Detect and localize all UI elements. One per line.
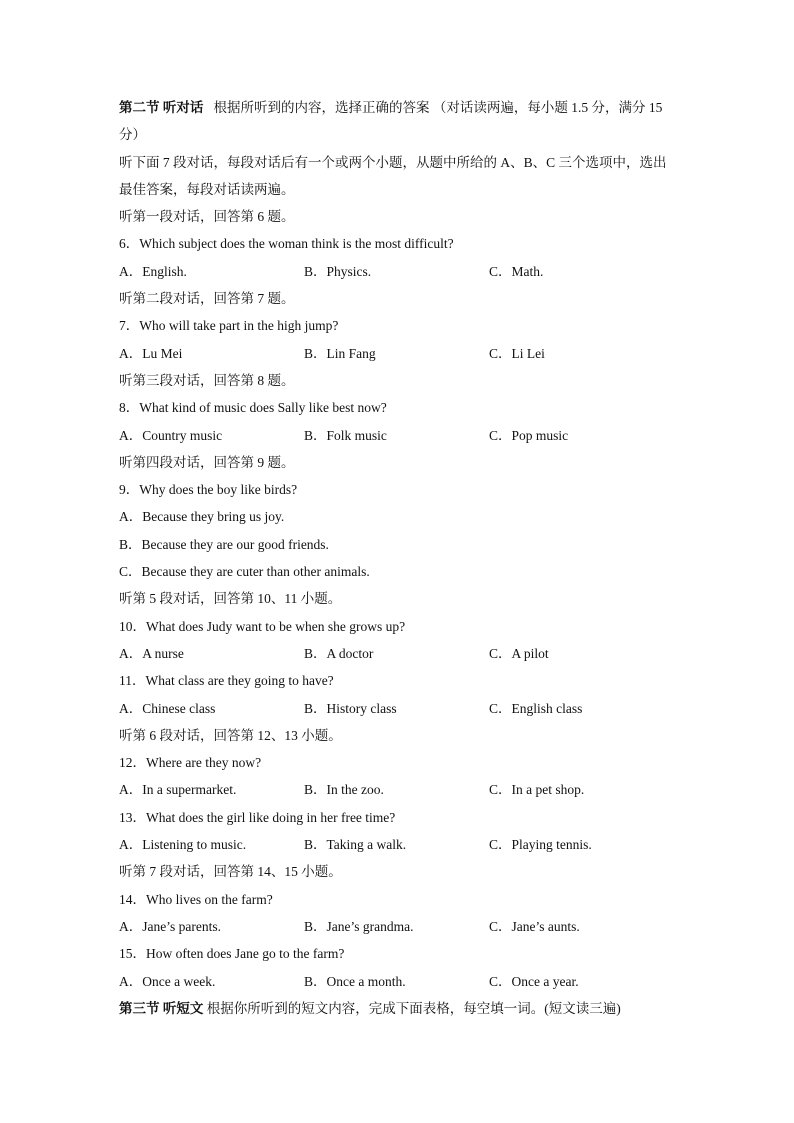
answer-option: A．In a supermarket. xyxy=(119,782,237,798)
dialog-intro: 听第四段对话，回答第 9 题。 xyxy=(119,454,295,470)
question-stem: 8．What kind of music does Sally like best now? xyxy=(119,400,387,416)
question-stem: 11．What class are they going to have? xyxy=(119,673,334,689)
options-row xyxy=(119,258,679,285)
question-stem: 10．What does Judy want to be when she grows up? xyxy=(119,618,406,634)
answer-option: A．A nurse xyxy=(119,645,184,661)
options-row xyxy=(119,913,679,940)
answer-option: B．In the zoo. xyxy=(304,782,384,798)
options-row xyxy=(119,422,679,449)
answer-option: A．Because they bring us joy. xyxy=(119,509,285,525)
question-stem: 6．Which subject does the woman think is the most difficult? xyxy=(119,236,454,252)
section2-heading: 第二节 听对话 xyxy=(119,100,204,115)
question-stem: 15．How often does Jane go to the farm? xyxy=(119,946,345,962)
options-row xyxy=(119,776,679,803)
dialog-intro: 听第二段对话，回答第 7 题。 xyxy=(119,291,295,307)
options-row xyxy=(119,695,679,722)
options-row xyxy=(119,968,679,995)
dialog-intro: 听第一段对话，回答第 6 题。 xyxy=(119,209,295,225)
section2-directions: 听下面 7 段对话，每段对话后有一个或两个小题，从题中所给的 A、B、C 三个选项中，选出最佳答案，每段对话读两遍。 xyxy=(119,154,667,197)
options-row xyxy=(119,831,679,858)
section3-instruction: 根据你所听到的短文内容，完成下面表格，每空填一词。(短文读三遍) xyxy=(206,1000,621,1016)
answer-option: B．Folk music xyxy=(304,427,387,443)
answer-option: B．Lin Fang xyxy=(304,345,376,361)
question-stem: 14．Who lives on the farm? xyxy=(119,891,273,907)
answer-option: A．Once a week. xyxy=(119,973,216,989)
question-stem: 7．Who will take part in the high jump? xyxy=(119,318,339,334)
answer-option: C．Math. xyxy=(489,263,544,279)
answer-option: C．Playing tennis. xyxy=(489,837,592,853)
answer-option: B．Physics. xyxy=(304,263,372,279)
answer-option: A．Lu Mei xyxy=(119,345,183,361)
answer-option: A．Chinese class xyxy=(119,700,216,716)
answer-option: A．English. xyxy=(119,263,187,279)
answer-option: C．A pilot xyxy=(489,645,549,661)
question-stem: 12．Where are they now? xyxy=(119,755,262,771)
dialog-intro: 听第 7 段对话，回答第 14、15 小题。 xyxy=(119,864,342,880)
answer-option: C．English class xyxy=(489,700,583,716)
answer-option: C．Li Lei xyxy=(489,345,545,361)
answer-option: A．Country music xyxy=(119,427,223,443)
answer-option: B．Jane’s grandma. xyxy=(304,918,414,934)
answer-option: C．Jane’s aunts. xyxy=(489,918,580,934)
listening-section xyxy=(119,94,679,1022)
section2-instruction: 根据所听到的内容，选择正确的答案 （对话读两遍，每小题 1.5 分，满分 15 分） xyxy=(119,100,663,143)
dialog-intro: 听第 6 段对话，回答第 12、13 小题。 xyxy=(119,727,342,743)
question-stem: 13．What does the girl like doing in her free time? xyxy=(119,809,396,825)
options-row xyxy=(119,640,679,667)
answer-option: C．Because they are cuter than other animals. xyxy=(119,564,370,580)
answer-option: A．Listening to music. xyxy=(119,837,247,853)
section3-header xyxy=(119,995,679,1022)
dialog-intro: 听第三段对话，回答第 8 题。 xyxy=(119,372,295,388)
answer-option: C．Once a year. xyxy=(489,973,579,989)
answer-option: B．Once a month. xyxy=(304,973,406,989)
answer-option: B．Taking a walk. xyxy=(304,837,407,853)
options-row xyxy=(119,340,679,367)
question-stem: 9．Why does the boy like birds? xyxy=(119,482,298,498)
answer-option: B．Because they are our good friends. xyxy=(119,536,329,552)
answer-option: C．Pop music xyxy=(489,427,569,443)
section2-header xyxy=(119,94,679,149)
answer-option: C．In a pet shop. xyxy=(489,782,585,798)
section3-heading: 第三节 听短文 xyxy=(119,1000,204,1016)
answer-option: B．History class xyxy=(304,700,397,716)
answer-option: B．A doctor xyxy=(304,645,374,661)
dialog-intro: 听第 5 段对话，回答第 10、11 小题。 xyxy=(119,591,342,607)
answer-option: A．Jane’s parents. xyxy=(119,918,221,934)
dialog-list xyxy=(119,203,679,995)
